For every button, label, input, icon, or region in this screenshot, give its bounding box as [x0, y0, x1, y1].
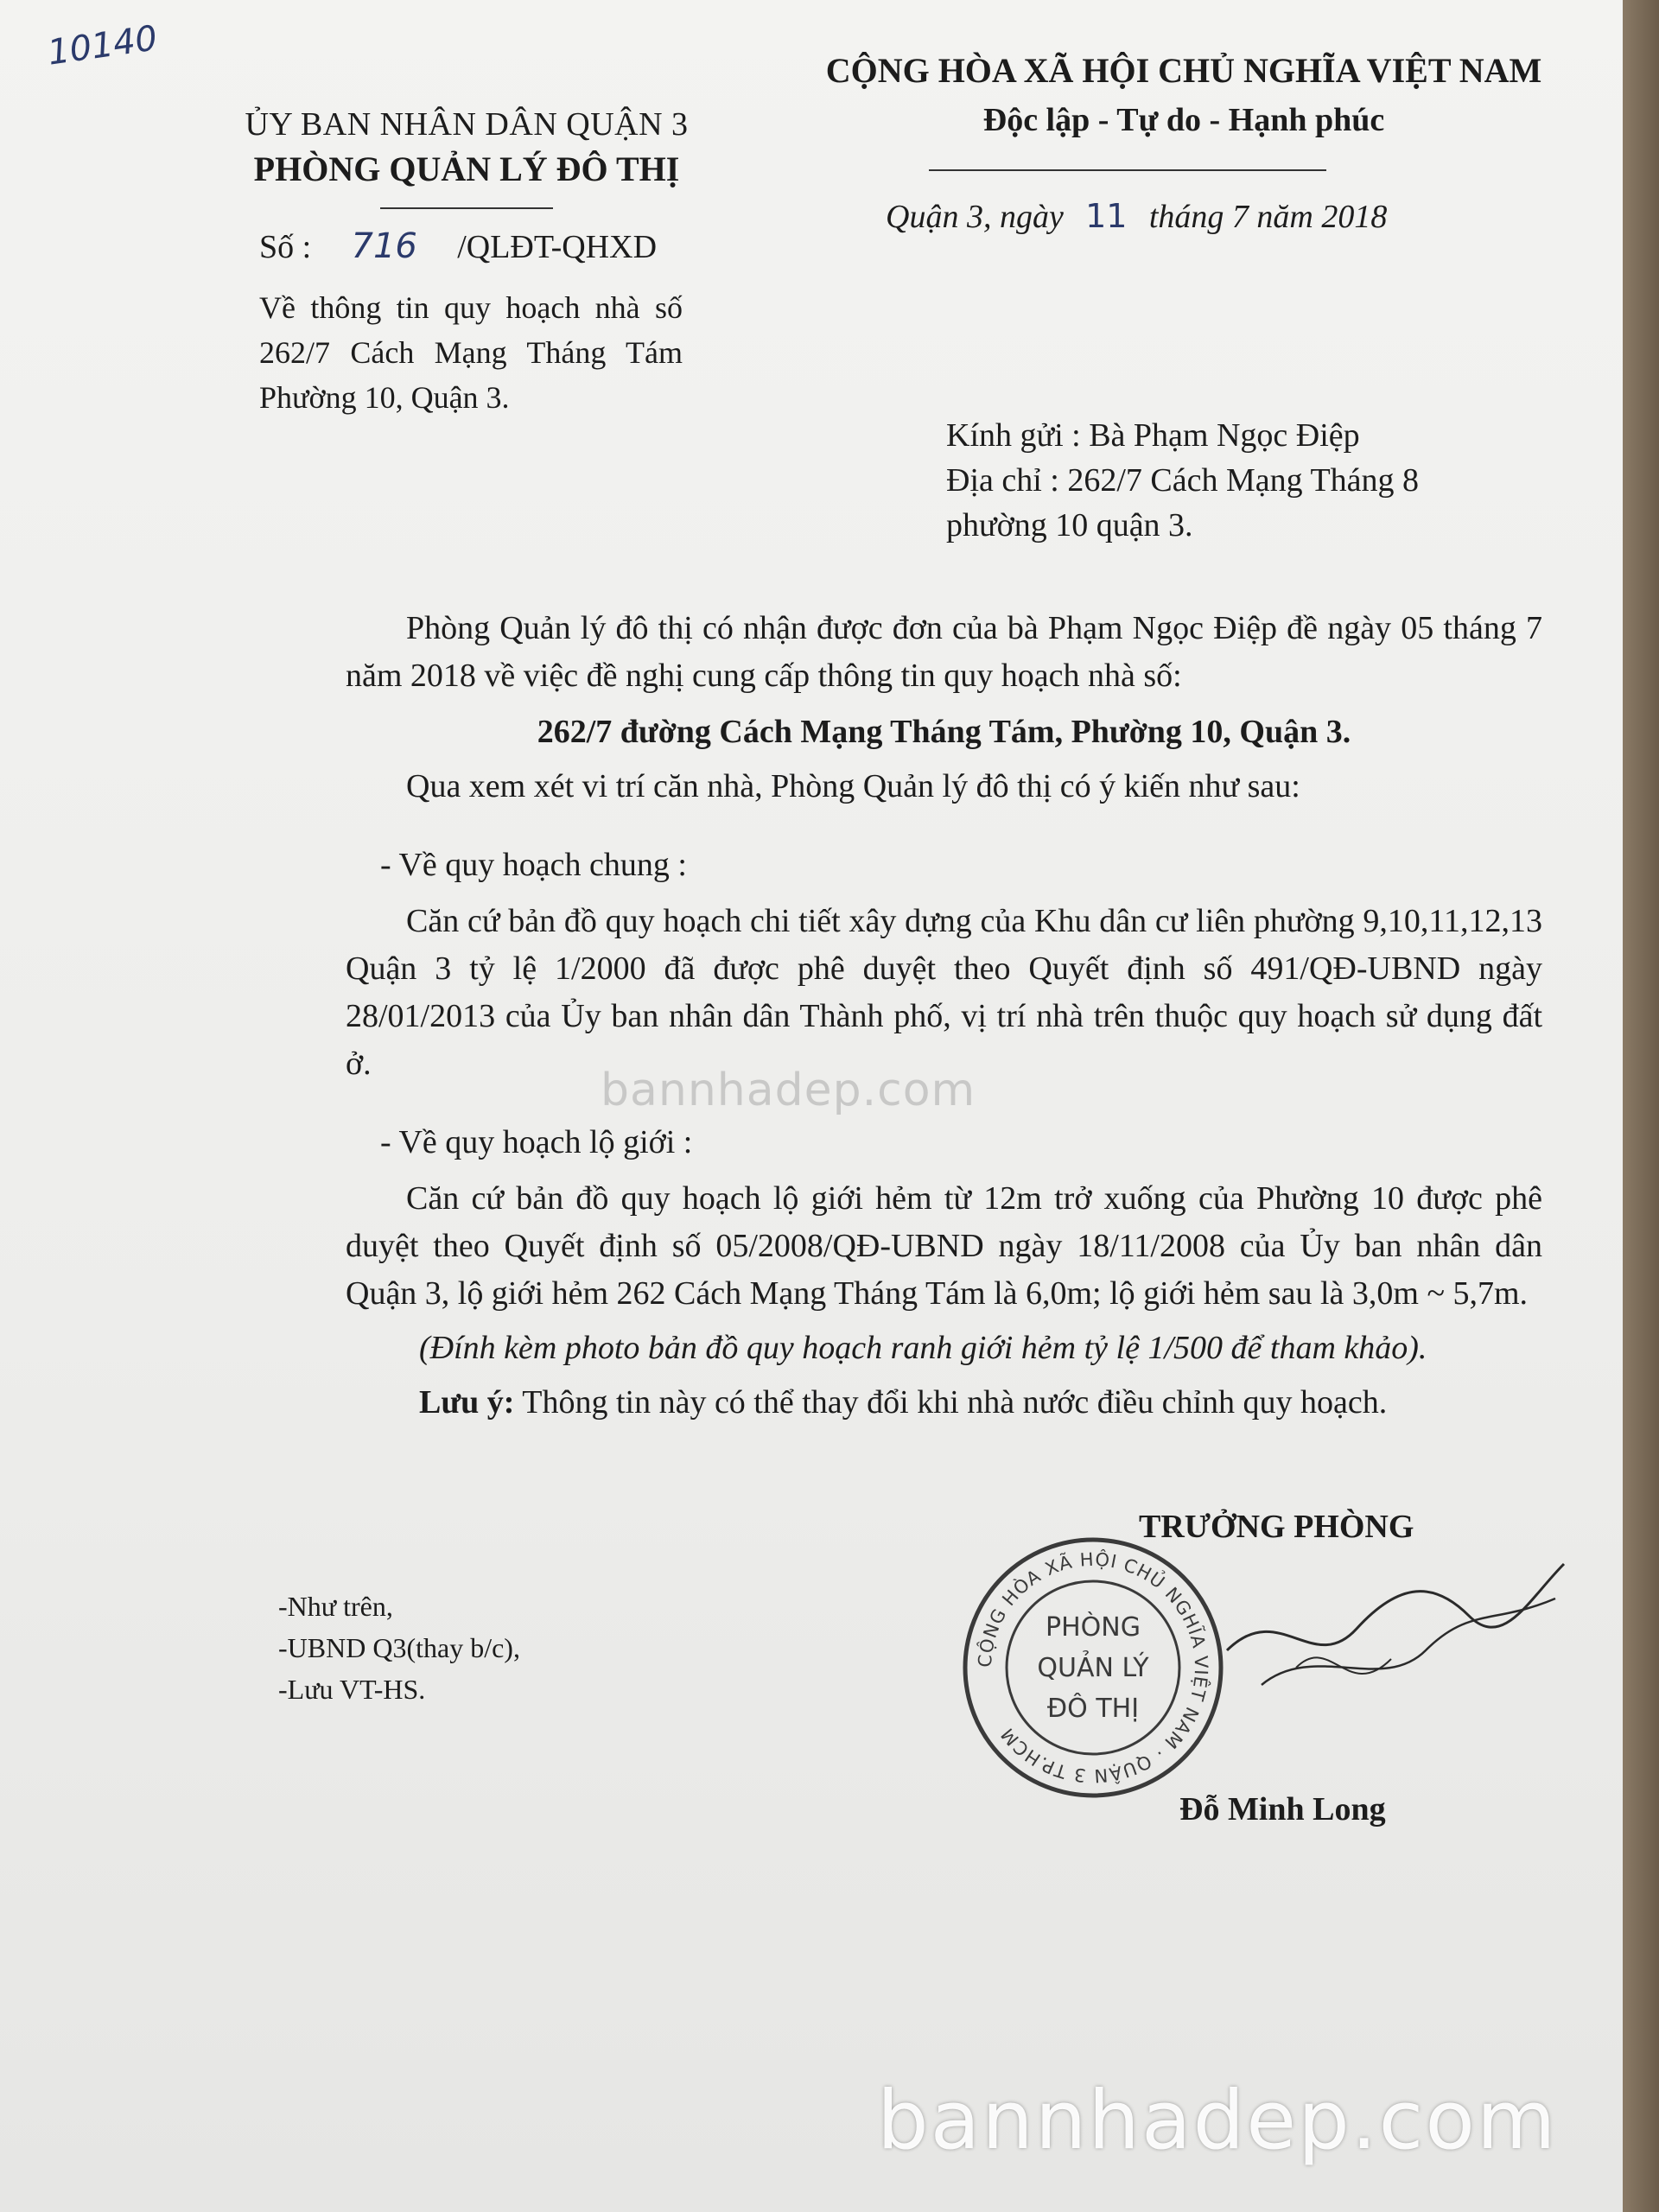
doc-number-handwritten: 716	[351, 226, 417, 266]
caution-note	[346, 1379, 1542, 1427]
stamp-line-1: PHÒNG	[1046, 1612, 1141, 1643]
signer-name: Đỗ Minh Long	[1179, 1791, 1386, 1827]
document-subject: Về thông tin quy hoạch nhà số 262/7 Cách Mạng Tháng Tám Phường 10, Quận 3.	[259, 290, 683, 415]
national-motto: Độc lập - Tự do - Hạnh phúc	[982, 102, 1385, 138]
caution-label: Lưu ý:	[419, 1384, 515, 1421]
motto-underline	[929, 169, 1326, 171]
national-motto-header	[760, 50, 1607, 139]
document-body	[346, 605, 1542, 1427]
stamp-ring-text: CỘNG HÒA XÃ HỘI CHỦ NGHĨA VIỆT NAM · QUẬN 3 TP.HCM	[974, 1548, 1212, 1787]
date-suffix: tháng 7 năm 2018	[1148, 199, 1388, 235]
recipient-ward: phường 10 quận 3.	[946, 507, 1193, 543]
official-stamp	[959, 1534, 1227, 1802]
body-opinion: Qua xem xét vi trí căn nhà, Phòng Quản lý đô thị có ý kiến như sau:	[406, 768, 1300, 804]
doc-number-suffix: /QLĐT-QHXD	[457, 229, 658, 265]
stamp-line-2: QUẢN LÝ	[1037, 1653, 1149, 1683]
stamp-line-3: ĐÔ THỊ	[1046, 1694, 1140, 1724]
section-general-plan-heading: - Về quy hoạch chung :	[380, 847, 687, 883]
agency-underline	[380, 207, 553, 209]
recipient-block	[946, 413, 1419, 548]
section-general-plan-text: Căn cứ bản đồ quy hoạch chi tiết xây dựng của Khu dân cư liên phường 9,10,11,12,13 Quận 3 tỷ lệ 1/2000 đã được phê duyệt theo Quyết định số 491/QĐ-UBND ngày 28/01/2013 của Ủy ban nhân dân Thành phố, vị trí nhà trên thuộc quy hoạch sử dụng đất ở.	[346, 903, 1542, 1082]
corner-handwritten-number: 10140	[45, 18, 160, 73]
caution-text: Thông tin này có thể thay đổi khi nhà nước điều chỉnh quy hoạch.	[514, 1384, 1388, 1421]
recipients-cc-list	[278, 1586, 520, 1710]
date-day-handwritten: 11	[1085, 197, 1128, 235]
body-address: 262/7 đường Cách Mạng Tháng Tám, Phường 10, Quận 3.	[537, 714, 1351, 750]
date-prefix: Quận 3, ngày	[886, 199, 1064, 235]
agency-parent: ỦY BAN NHÂN DÂN QUẬN 3	[245, 106, 689, 143]
section-road-boundary-heading: - Về quy hoạch lộ giới :	[380, 1124, 693, 1160]
recipient-name: Kính gửi : Bà Phạm Ngọc Điệp	[946, 417, 1360, 454]
doc-number-label: Số :	[259, 229, 312, 265]
watermark-footer: bannhadep.com	[877, 2074, 1558, 2168]
body-intro: Phòng Quản lý đô thị có nhận được đơn của bà Phạm Ngọc Điệp đề ngày 05 tháng 7 năm 2018 về việc đề nghị cung cấp thông tin quy hoạch nhà số:	[346, 610, 1542, 694]
section-road-boundary-text: Căn cứ bản đồ quy hoạch lộ giới hẻm từ 12m trở xuống của Phường 10 được phê duyệt theo Quyết định số 05/2008/QĐ-UBND ngày 18/11/2008 của Ủy ban nhân dân Quận 3, lộ giới hẻm 262 Cách Mạng Tháng Tám là 6,0m; lộ giới hẻm sau là 3,0m ~ 5,7m.	[346, 1180, 1542, 1312]
document-number	[259, 226, 657, 266]
cc-item: -UBND Q3(thay b/c),	[278, 1632, 520, 1663]
cc-item: -Như trên,	[278, 1591, 393, 1622]
country-name: CỘNG HÒA XÃ HỘI CHỦ NGHĨA VIỆT NAM	[825, 51, 1542, 90]
issuing-agency-header	[225, 105, 709, 189]
recipient-address: Địa chỉ : 262/7 Cách Mạng Tháng 8	[946, 462, 1420, 499]
issue-date	[886, 197, 1387, 236]
signer-title: TRƯỞNG PHÒNG	[1139, 1509, 1414, 1545]
watermark-middle: bannhadep.com	[601, 1065, 976, 1116]
cc-item: -Lưu VT-HS.	[278, 1674, 426, 1705]
agency-name: PHÒNG QUẢN LÝ ĐÔ THỊ	[253, 149, 680, 188]
desk-surface	[1623, 0, 1659, 2212]
handwritten-signature	[1210, 1547, 1573, 1719]
attachment-note: (Đính kèm photo bản đồ quy hoạch ranh giới hẻm tỷ lệ 1/500 để tham khảo).	[419, 1330, 1427, 1366]
